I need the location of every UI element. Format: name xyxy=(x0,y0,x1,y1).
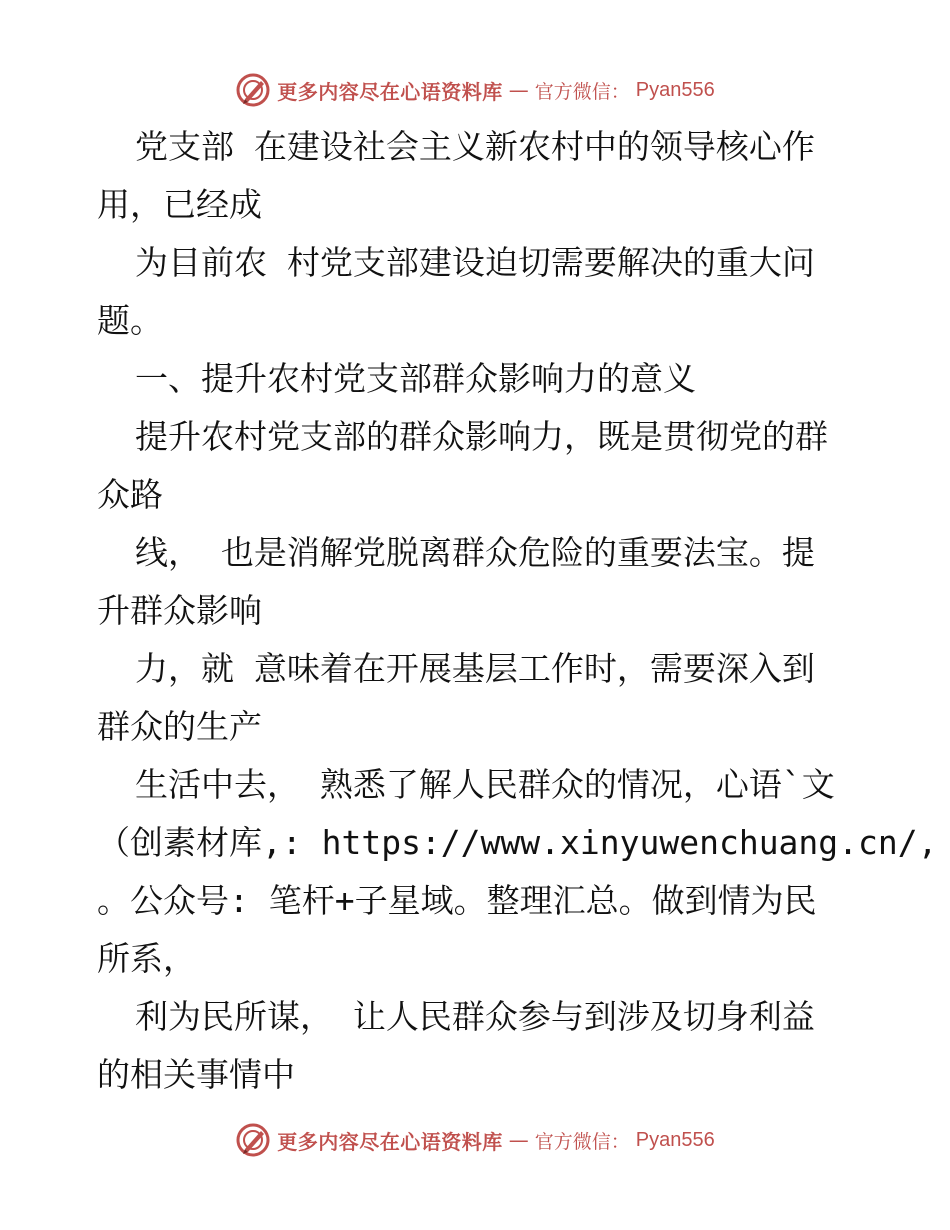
body-line: 的相关事情中 xyxy=(97,1055,295,1094)
body-line: 党支部 在建设社会主义新农村中的领导核心作 xyxy=(135,127,815,166)
body-line: 所系， xyxy=(97,939,196,978)
body-line: （创素材库,: https://www.xinyuwenchuang.cn/, xyxy=(97,823,938,862)
banner-wechat-id: Pyan556 xyxy=(635,1128,715,1151)
header-watermark-banner xyxy=(0,70,950,110)
body-line: 题。 xyxy=(97,301,163,340)
body-line: 线， 也是消解党脱离群众危险的重要法宝。提 xyxy=(135,533,815,572)
pen-logo-icon xyxy=(235,72,271,108)
body-line: 为目前农 村党支部建设迫切需要解决的重大问 xyxy=(135,243,815,282)
banner-official-label: 官方微信： xyxy=(534,1130,630,1153)
banner-text: 更多内容尽在心语资料库 xyxy=(277,79,503,104)
body-line: 升群众影响 xyxy=(97,591,262,630)
body-line: 。公众号: 笔杆+子星域。整理汇总。做到情为民 xyxy=(97,881,817,920)
body-line: 生活中去， 熟悉了解人民群众的情况，心语`文 xyxy=(135,765,835,804)
body-line: 群众的生产 xyxy=(97,707,262,746)
banner-dash: — xyxy=(508,1128,529,1152)
banner-wechat-id: Pyan556 xyxy=(635,78,715,101)
body-line: 提升农村党支部的群众影响力，既是贯彻党的群 xyxy=(135,417,828,456)
banner-dash: — xyxy=(508,78,529,102)
footer-watermark-banner xyxy=(0,1120,950,1160)
banner-official-label: 官方微信： xyxy=(534,80,630,103)
document-body xyxy=(97,118,938,1104)
section-heading: 一、提升农村党支部群众影响力的意义 xyxy=(135,359,696,398)
banner-text: 更多内容尽在心语资料库 xyxy=(277,1129,503,1154)
pen-logo-icon xyxy=(235,1122,271,1158)
body-line: 力，就 意味着在开展基层工作时，需要深入到 xyxy=(135,649,815,688)
body-line: 用，已经成 xyxy=(97,185,262,224)
body-line: 众路 xyxy=(97,475,163,514)
body-line: 利为民所谋， 让人民群众参与到涉及切身利益 xyxy=(135,997,815,1036)
